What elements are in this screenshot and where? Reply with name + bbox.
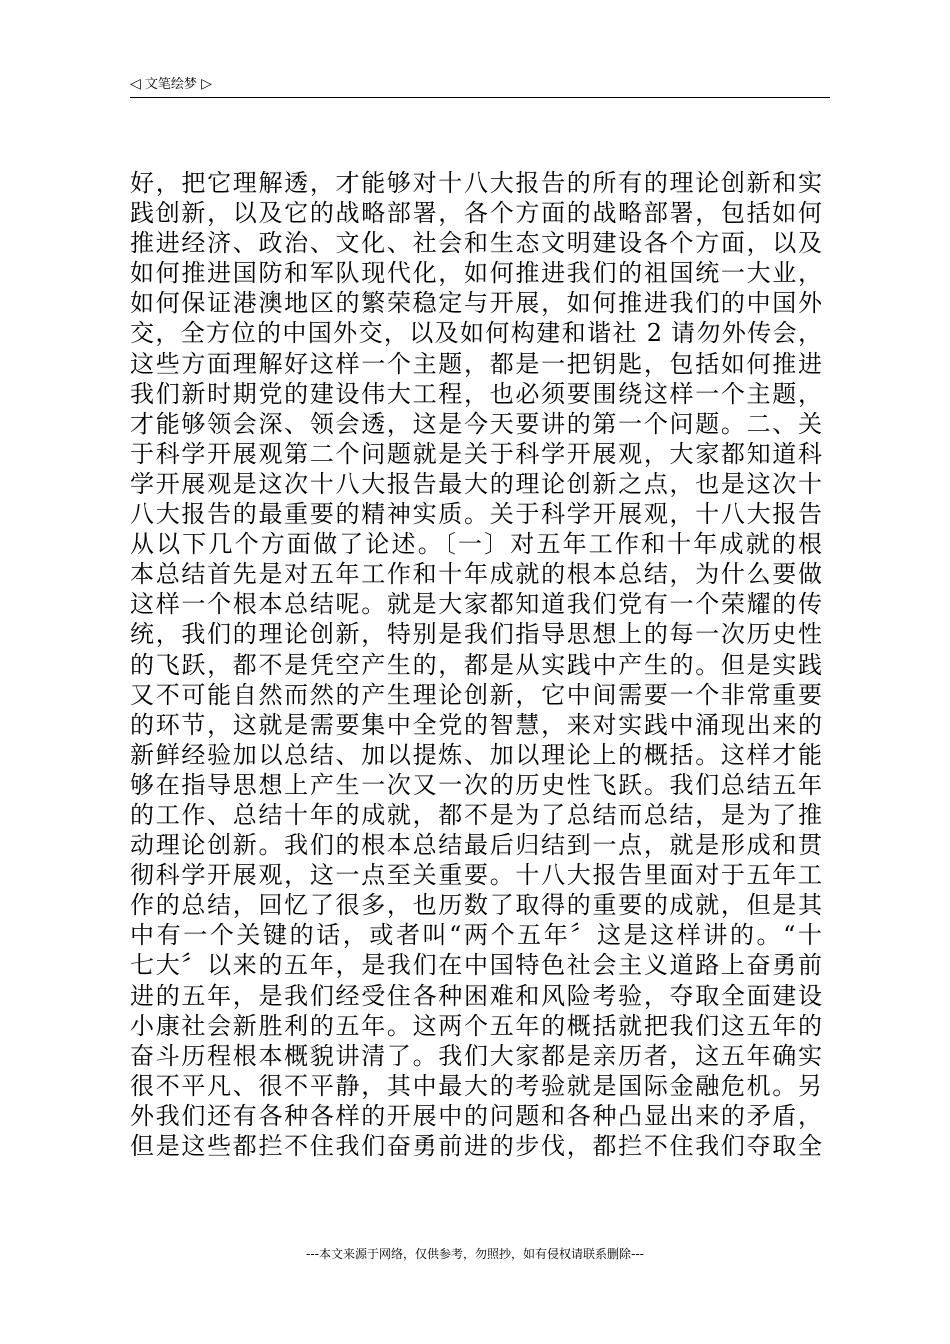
text-line: 推进经济、政治、文化、社会和生态文明建设各个方面，以及 xyxy=(130,229,822,258)
text-line: 进的五年，是我们经受住各种困难和风险考验，夺取全面建设 xyxy=(130,981,822,1010)
text-line: 我们新时期党的建设伟大工程，也必须要围绕这样一个主题， xyxy=(130,379,822,408)
header-divider xyxy=(130,97,830,98)
text-line: 这样一个根本总结呢。就是大家都知道我们党有一个荣耀的传 xyxy=(130,590,822,619)
triangle-right-icon: ▷ xyxy=(201,76,212,92)
text-line: 如何推进国防和军队现代化，如何推进我们的祖国统一大业， xyxy=(130,259,822,288)
text-line: 小康社会新胜利的五年。这两个五年的概括就把我们这五年的 xyxy=(130,1011,822,1040)
text-line: 又不可能自然而然的产生理论创新，它中间需要一个非常重要 xyxy=(130,680,822,709)
text-line: 本总结首先是对五年工作和十年成就的根本总结，为什么要做 xyxy=(130,560,822,589)
header-brand xyxy=(130,74,212,95)
body-paragraph xyxy=(130,168,822,1161)
text-line: 从以下几个方面做了论述。〔一〕对五年工作和十年成就的根 xyxy=(130,530,822,559)
text-line: 好，把它理解透，才能够对十八大报告的所有的理论创新和实 xyxy=(130,169,822,197)
text-line: 新鲜经验加以总结、加以提炼、加以理论上的概括。这样才能 xyxy=(130,740,822,769)
text-line: 的工作、总结十年的成就，都不是为了总结而总结，是为了推 xyxy=(130,800,822,829)
text-line: 动理论创新。我们的根本总结最后归结到一点，就是形成和贯 xyxy=(130,831,822,860)
page-header xyxy=(130,74,830,98)
text-line: 很不平凡、很不平静，其中最大的考验就是国际金融危机。另 xyxy=(130,1071,822,1100)
brand-name: 文笔绘梦 xyxy=(144,77,197,92)
text-line: 外我们还有各种各样的开展中的问题和各种凸显出来的矛盾， xyxy=(130,1101,822,1130)
text-line: 七大〞以来的五年，是我们在中国特色社会主义道路上奋勇前 xyxy=(130,951,822,980)
text-line: 八大报告的最重要的精神实质。关于科学开展观，十八大报告 xyxy=(130,500,822,529)
text-line: 中有一个关键的话，或者叫“两个五年〞这是这样讲的。“十 xyxy=(130,921,822,950)
text-line: 交，全方位的中国外交，以及如何构建和谐社 2 请勿外传会， xyxy=(130,319,822,348)
footer-disclaimer: ---本文来源于网络，仅供参考，勿照抄，如有侵权请联系删除--- xyxy=(306,1247,644,1261)
text-line: 彻科学开展观，这一点至关重要。十八大报告里面对于五年工 xyxy=(130,861,822,890)
text-line: 的飞跃，都不是凭空产生的，都是从实践中产生的。但是实践 xyxy=(130,650,822,679)
text-line: 才能够领会深、领会透，这是今天要讲的第一个问题。二、关 xyxy=(130,409,822,438)
text-line: 但是这些都拦不住我们奋勇前进的步伐，都拦不住我们夺取全 xyxy=(130,1132,822,1160)
text-line: 这些方面理解好这样一个主题，都是一把钥匙，包括如何推进 xyxy=(130,349,822,378)
text-line: 于科学开展观第二个问题就是关于科学开展观，大家都知道科 xyxy=(130,439,822,468)
text-line: 践创新，以及它的战略部署，各个方面的战略部署，包括如何 xyxy=(130,199,822,228)
text-line: 统，我们的理论创新，特别是我们指导思想上的每一次历史性 xyxy=(130,620,822,649)
triangle-left-icon: ◁ xyxy=(130,76,141,92)
text-line: 如何保证港澳地区的繁荣稳定与开展，如何推进我们的中国外 xyxy=(130,289,822,318)
text-line: 够在指导思想上产生一次又一次的历史性飞跃。我们总结五年 xyxy=(130,770,822,799)
text-line: 奋斗历程根本概貌讲清了。我们大家都是亲历者，这五年确实 xyxy=(130,1041,822,1070)
text-line: 学开展观是这次十八大报告最大的理论创新之点，也是这次十 xyxy=(130,469,822,498)
text-line: 作的总结，回忆了很多，也历数了取得的重要的成就，但是其 xyxy=(130,891,822,920)
text-line: 的环节，这就是需要集中全党的智慧，来对实践中涌现出来的 xyxy=(130,710,822,739)
